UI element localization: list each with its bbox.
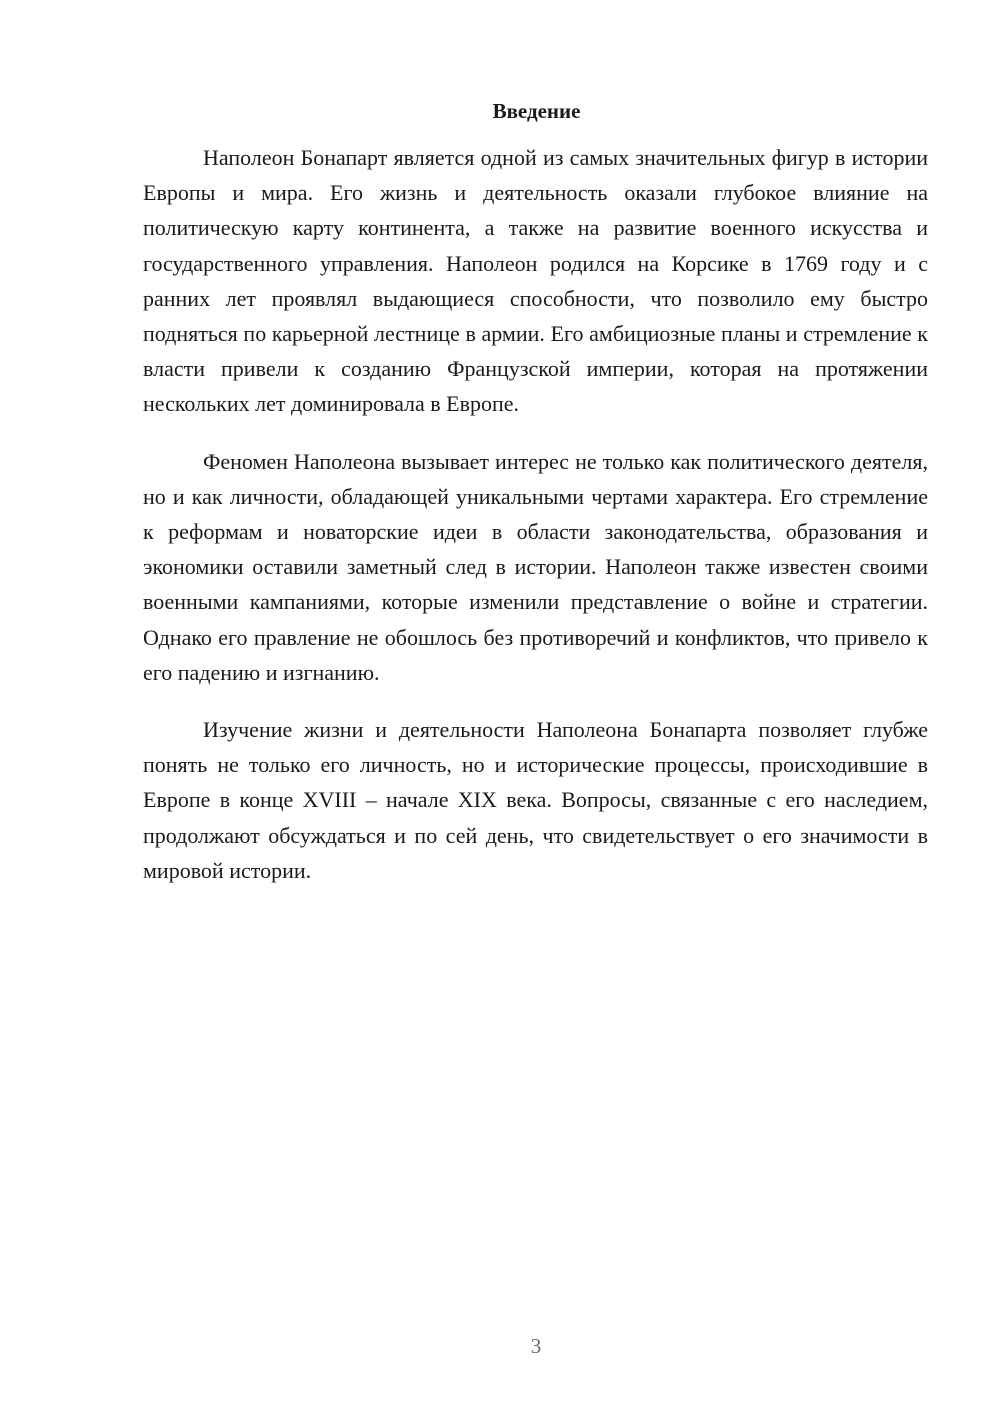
page-content <box>143 94 928 910</box>
paragraph-1: Наполеон Бонапарт является одной из самых значительных фигур в истории Европы и мира. Его жизнь и деятельность оказали глубокое влияние на политическую карту континента, а также на развитие военного искусства и государственного управления. Наполеон родился на Корсике в 1769 году и с ранних лет проявлял выдающиеся способности, что позволило ему быстро подняться по карьерной лестнице в армии. Его амбициозные планы и стремление к власти привели к созданию Французской империи, которая на протяжении нескольких лет доминировала в Европе. <box>143 145 928 417</box>
paragraph-2: Феномен Наполеона вызывает интерес не только как политического деятеля, но и как личности, обладающей уникальными чертами характера. Его стремление к реформам и новаторские идеи в области законодательства, образования и экономики оставили заметный след в истории. Наполеон также известен своими военными кампаниями, которые изменили представление о войне и стратегии. Однако его правление не обошлось без противоречий и конфликтов, что привело к его падению и изгнанию. <box>143 448 928 685</box>
paragraph-3: Изучение жизни и деятельности Наполеона Бонапарта позволяет глубже понять не только его личность, но и исторические процессы, происходившие в Европе в конце XVIII – начале XIX века. Вопросы, связанные с его наследием, продолжают обсуждаться и по сей день, что свидетельствует о его значимости в мировой истории. <box>143 717 928 883</box>
section-title: Введение <box>492 99 581 123</box>
page-number: 3 <box>530 1334 542 1358</box>
